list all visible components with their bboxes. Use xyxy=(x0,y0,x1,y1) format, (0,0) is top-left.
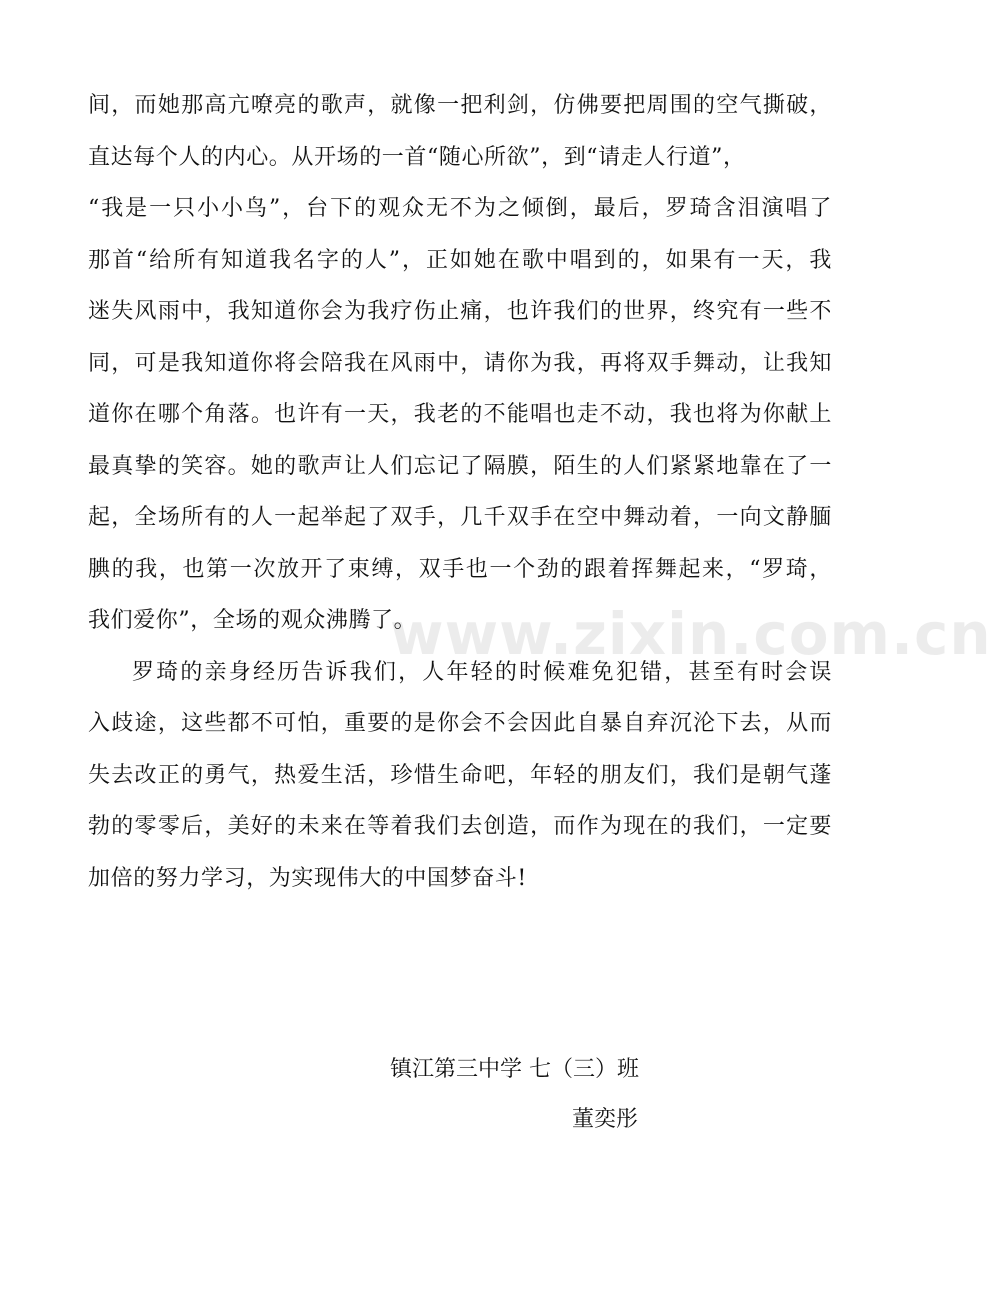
text-line: 入歧途，这些都不可怕，重要的是你会不会因此自暴自弃沉沦下去，从而 xyxy=(88,711,832,736)
signature-block xyxy=(390,1048,639,1142)
text-line: 迷失风雨中，我知道你会为我疗伤止痛，也许我们的世界，终究有一些不 xyxy=(88,299,832,324)
text-line: 起，全场所有的人一起举起了双手，几千双手在空中舞动着，一向文静腼 xyxy=(88,505,832,530)
text-line: “我是一只小小鸟”，台下的观众无不为之倾倒，最后，罗琦含泪演唱了 xyxy=(88,196,832,221)
text-line: 加倍的努力学习，为实现伟大的中国梦奋斗! xyxy=(88,865,527,891)
text-line: 腆的我，也第一次放开了束缚，双手也一个劲的跟着挥舞起来，“罗琦， xyxy=(88,556,832,582)
paragraph xyxy=(88,80,832,647)
text-line: 失去改正的勇气，热爱生活，珍惜生命吧，年轻的朋友们，我们是朝气蓬 xyxy=(88,762,832,788)
text-line: 罗琦的亲身经历告诉我们，人年轻的时候难免犯错，甚至有时会误 xyxy=(132,659,832,685)
paragraph xyxy=(88,647,832,905)
text-line: 勃的零零后，美好的未来在等着我们去创造，而作为现在的我们，一定要 xyxy=(88,814,832,839)
essay-body xyxy=(88,80,832,904)
author-name: 董奕彤 xyxy=(572,1107,639,1132)
school-class-label: 镇江第三中学 七（三）班 xyxy=(390,1057,639,1082)
watermark: www.zixin.com.cn xyxy=(390,600,992,668)
text-line: 直达每个人的内心。从开场的一首“随心所欲”，到“请走人行道”， xyxy=(88,144,746,170)
text-line: 最真挚的笑容。她的歌声让人们忘记了隔膜，陌生的人们紧紧地靠在了一 xyxy=(88,453,832,479)
text-line: 同，可是我知道你将会陪我在风雨中，请你为我，再将双手舞动，让我知 xyxy=(88,350,832,376)
text-line: 那首“给所有知道我名字的人”，正如她在歌中唱到的，如果有一天，我 xyxy=(88,247,832,273)
text-line: 我们爱你”，全场的观众沸腾了。 xyxy=(88,608,417,633)
text-line: 道你在哪个角落。也许有一天，我老的不能唱也走不动，我也将为你献上 xyxy=(88,402,832,427)
text-line: 间，而她那高亢嘹亮的歌声，就像一把利剑，仿佛要把周围的空气撕破， xyxy=(88,93,832,118)
